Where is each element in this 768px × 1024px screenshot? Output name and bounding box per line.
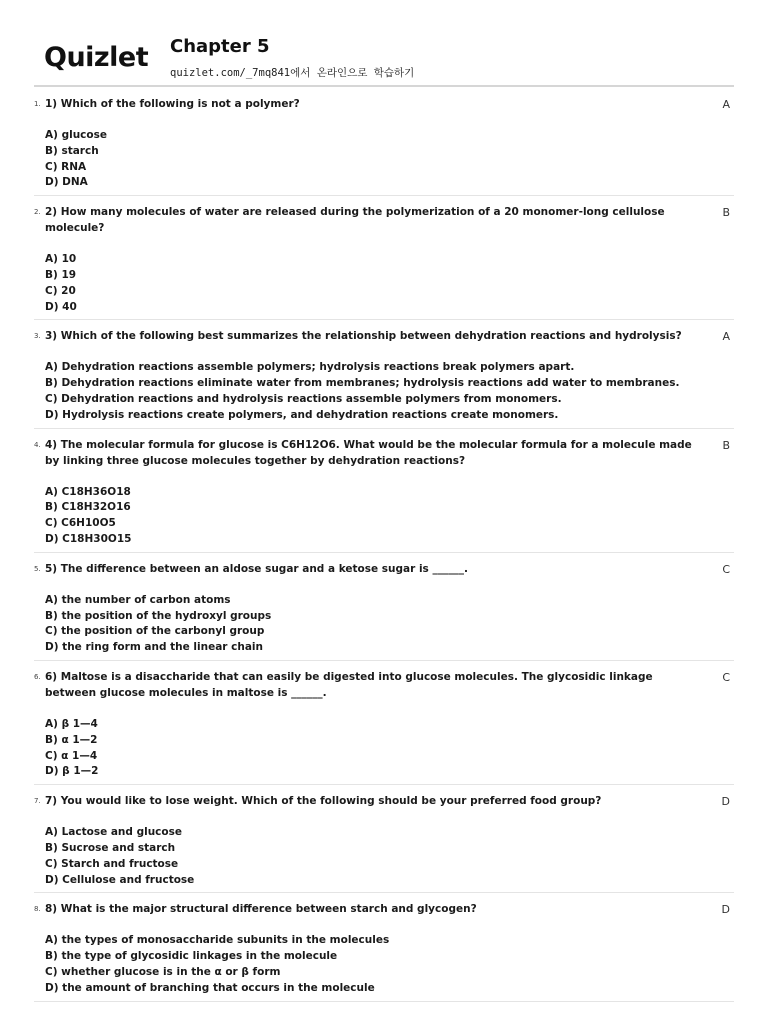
- study-online-link[interactable]: quizlet.com/_7mq841에서 온라인으로 학습하기: [170, 67, 415, 79]
- answer-key: A: [722, 330, 730, 344]
- answer-option: C) Starch and fructose: [45, 857, 179, 870]
- page-title: Chapter 5: [170, 36, 270, 57]
- answer-option: A) the number of carbon atoms: [45, 593, 231, 606]
- answer-option: A) β 1—4: [45, 717, 98, 730]
- answer-key: A: [722, 98, 730, 111]
- answer-option: C) Dehydration reactions and hydrolysis reactions assemble polymers from monomers.: [45, 392, 562, 405]
- answer-key: B: [722, 438, 730, 452]
- question-number: 4.: [34, 440, 41, 449]
- answer-options: [45, 593, 734, 656]
- answer-option: D) Hydrolysis reactions create polymers, and dehydration reactions create monomers.: [45, 408, 559, 421]
- answer-key: D: [721, 795, 730, 809]
- answer-option: B) the position of the hydroxyl groups: [45, 609, 272, 622]
- question-item: [34, 88, 734, 196]
- answer-option: A) 10: [45, 253, 77, 266]
- answer-options: [45, 128, 734, 191]
- answer-option: C) α 1—4: [45, 749, 98, 762]
- question-number: 2.: [34, 208, 41, 217]
- answer-option: A) C18H36O18: [45, 485, 131, 498]
- answer-option: D) Cellulose and fructose: [45, 873, 195, 886]
- answer-key: C: [722, 670, 730, 684]
- quizlet-logo[interactable]: Quizlet: [44, 42, 149, 73]
- answer-option: B) α 1—2: [45, 733, 98, 746]
- answer-option: C) 20: [45, 284, 76, 297]
- question-text: 7) You would like to lose weight. Which of the following should be your preferred food group?: [45, 795, 602, 808]
- answer-option: A) Dehydration reactions assemble polymers; hydrolysis reactions break polymers apart.: [45, 361, 575, 374]
- question-number: 8.: [34, 905, 41, 914]
- answer-options: [45, 717, 734, 780]
- answer-option: A) the types of monosaccharide subunits in the molecules: [45, 934, 390, 947]
- answer-option: D) 40: [45, 300, 77, 313]
- question-number: 1.: [34, 100, 41, 108]
- answer-option: B) the type of glycosidic linkages in the molecule: [45, 950, 338, 963]
- answer-option: C) the position of the carbonyl group: [45, 625, 265, 638]
- question-text: 5) The difference between an aldose sugar and a ketose sugar is ______.: [45, 562, 468, 575]
- question-item: [34, 320, 734, 428]
- question-text: 8) What is the major structural difference between starch and glycogen?: [45, 903, 477, 916]
- answer-option: D) the amount of branching that occurs in the molecule: [45, 981, 375, 994]
- question-item: [34, 196, 734, 320]
- question-text: 4) The molecular formula for glucose is C6H12O6. What would be the molecular formula for a molecule made by linking three glucose molecules together by dehydration reactions?: [45, 438, 692, 467]
- question-text: 6) Maltose is a disaccharide that can easily be digested into glucose molecules. The glycosidic linkage between glucose molecules in maltose is ______.: [45, 670, 653, 699]
- answer-options: [45, 933, 734, 996]
- question-item: [34, 429, 734, 553]
- question-number: 6.: [34, 672, 41, 681]
- answer-key: D: [721, 903, 730, 917]
- answer-option: B) Dehydration reactions eliminate water from membranes; hydrolysis reactions add water to membranes.: [45, 377, 680, 390]
- answer-option: B) starch: [45, 144, 99, 157]
- answer-option: A) glucose: [45, 129, 107, 141]
- question-text: 2) How many molecules of water are released during the polymerization of a 20 monomer-long cellulose molecule?: [45, 206, 665, 235]
- question-item: [34, 661, 734, 785]
- answer-option: B) 19: [45, 268, 77, 281]
- answer-key: B: [722, 206, 730, 220]
- answer-options: [45, 485, 734, 548]
- question-text: 1) Which of the following is not a polymer?: [45, 98, 300, 110]
- header-divider: [34, 85, 734, 87]
- answer-option: B) Sucrose and starch: [45, 841, 176, 854]
- answer-option: D) C18H30O15: [45, 532, 132, 545]
- answer-option: C) whether glucose is in the α or β form: [45, 965, 281, 978]
- question-list: [34, 88, 734, 1002]
- answer-options: [45, 252, 734, 315]
- question-item: [34, 785, 734, 893]
- page-header: [44, 34, 734, 86]
- answer-option: C) C6H10O5: [45, 517, 116, 530]
- answer-option: A) Lactose and glucose: [45, 826, 182, 839]
- answer-option: D) DNA: [45, 176, 88, 189]
- answer-option: C) RNA: [45, 160, 87, 173]
- answer-option: B) C18H32O16: [45, 501, 131, 514]
- question-number: 3.: [34, 332, 41, 341]
- question-item: [34, 893, 734, 1001]
- answer-option: D) the ring form and the linear chain: [45, 641, 263, 654]
- answer-options: [45, 825, 734, 888]
- question-text: 3) Which of the following best summarizes the relationship between dehydration reactions and hydrolysis?: [45, 330, 682, 343]
- answer-option: D) β 1—2: [45, 765, 99, 778]
- answer-options: [45, 360, 734, 423]
- question-number: 5.: [34, 564, 41, 573]
- answer-key: C: [722, 562, 730, 576]
- question-item: [34, 553, 734, 661]
- question-number: 7.: [34, 797, 41, 806]
